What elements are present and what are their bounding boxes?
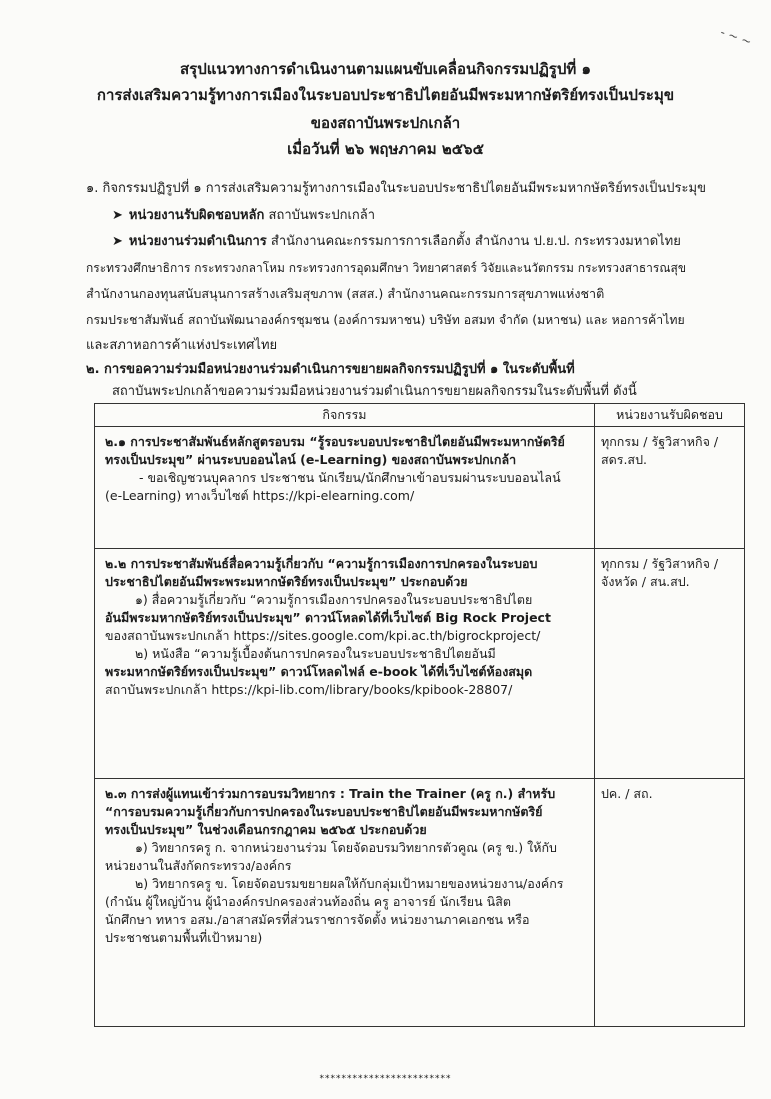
table-header-row — [95, 404, 745, 427]
title-line-4: เมื่อวันที่ ๒๖ พฤษภาคม ๒๕๖๕ — [287, 140, 484, 158]
row1-line2: ทรงเป็นประมุข” ผ่านระบบออนไลน์ (e-Learning) ของสถาบันพระปกเกล้า — [105, 452, 517, 467]
lead-agency-line — [112, 207, 375, 225]
row2-line4: อันมีพระมหากษัตริย์ทรงเป็นประมุข” ดาวน์โหลดได้ที่เว็บไซต์ Big Rock Project — [105, 610, 551, 625]
row3-line6: ๒) วิทยากรครู ข. โดยจัดอบรมขยายผลให้กับกลุ่มเป้าหมายของหน่วยงาน/องค์กร — [135, 876, 564, 891]
table-row — [95, 427, 745, 549]
lead-agency-value: สถาบันพระปกเกล้า — [268, 208, 376, 223]
title-line-1: สรุปแนวทางการดำเนินงานตามแผนขับเคลื่อนกิจกรรมปฏิรูปที่ ๑ — [180, 60, 591, 78]
row2-resp1: ทุกกรม / รัฐวิสาหกิจ / — [601, 556, 719, 571]
co-agency-list-1: สำนักงานคณะกรรมการการเลือกตั้ง สำนักงาน ป.ย.ป. กระทรวงมหาดไทย — [270, 234, 681, 249]
co-agency-line — [112, 233, 681, 251]
row2-line2: ประชาธิปไตยอันมีพระพระมหากษัตริย์ทรงเป็นประมุข” ประกอบด้วย — [105, 574, 468, 589]
title-line-3: ของสถาบันพระปกเกล้า — [310, 114, 461, 132]
row1-line4: (e-Learning) ทางเว็บไซต์ https://kpi-elearning.com/ — [105, 488, 415, 503]
row2-line5: ของสถาบันพระปกเกล้า https://sites.google.com/kpi.ac.th/bigrockproject/ — [105, 628, 541, 643]
row1-resp1: ทุกกรม / รัฐวิสาหกิจ / — [601, 434, 719, 449]
row3-line7: (กำนัน ผู้ใหญ่บ้าน ผู้นำองค์กรปกครองส่วนท้องถิ่น ครู อาจารย์ นักเรียน นิสิต — [105, 894, 511, 909]
row1-line3: - ขอเชิญชวนบุคลากร ประชาชน นักเรียน/นักศึกษาเข้าอบรมผ่านระบบออนไลน์ — [139, 470, 561, 485]
co-agency-list-5: และสภาหอการค้าแห่งประเทศไทย — [86, 338, 278, 353]
row3-resp1: ปค. / สถ. — [601, 786, 653, 801]
table-row — [95, 549, 745, 779]
table-row — [95, 779, 745, 1027]
row3-line8: นักศึกษา ทหาร อสม./อาสาสมัครที่ส่วนราชการจัดตั้ง หน่วยงานภาคเอกชน หรือ — [105, 912, 530, 927]
row1-resp2: สดร.สป. — [601, 452, 647, 467]
row2-line7: พระมหากษัตริย์ทรงเป็นประมุข” ดาวน์โหลดไฟล์ e-book ได้ที่เว็บไซต์ห้องสมุด — [105, 664, 533, 679]
activity-table — [94, 403, 745, 1027]
row2-line6: ๒) หนังสือ “ความรู้เบื้องต้นการปกครองในระบอบประชาธิปไตยอันมี — [135, 646, 496, 661]
row2-line1: ๒.๒ การประชาสัมพันธ์สื่อความรู้เกี่ยวกับ “ความรู้การเมืองการปกครองในระบอบ — [105, 556, 538, 571]
row3-line2: “การอบรมความรู้เกี่ยวกับการปกครองในระบอบประชาธิปไตยอันมีพระมหากษัตริย์ — [105, 804, 543, 819]
scan-mark: - ~ ~ — [718, 24, 754, 50]
section2-heading: ๒. การขอความร่วมมือหน่วยงานร่วมดำเนินการขยายผลกิจกรรมปฏิรูปที่ ๑ ในระดับพื้นที่ — [86, 362, 575, 377]
col-resp-header: หน่วยงานรับผิดชอบ — [595, 404, 745, 427]
row3-line3: ทรงเป็นประมุข” ในช่วงเดือนกรกฎาคม ๒๕๖๕ ประกอบด้วย — [105, 822, 427, 837]
lead-agency-label: หน่วยงานรับผิดชอบหลัก — [128, 208, 265, 223]
row2-line8: สถาบันพระปกเกล้า https://kpi-lib.com/library/books/kpibook-28807/ — [105, 682, 513, 697]
section2-intro: สถาบันพระปกเกล้าขอความร่วมมือหน่วยงานร่วมดำเนินการขยายผลกิจกรรมในระดับพื้นที่ ดังนี้ — [112, 384, 637, 399]
co-agency-list-3: สำนักงานกองทุนสนับสนุนการสร้างเสริมสุขภาพ (สสส.) สำนักงานคณะกรรมการสุขภาพแห่งชาติ — [86, 286, 605, 301]
co-agency-label: หน่วยงานร่วมดำเนินการ — [128, 234, 267, 249]
row2-resp2: จังหวัด / สน.สป. — [601, 574, 690, 589]
row1-line1: ๒.๑ การประชาสัมพันธ์หลักสูตรอบรม “รู้รอบระบอบประชาธิปไตยอันมีพระมหากษัตริย์ — [105, 434, 565, 449]
co-agency-list-4: กรมประชาสัมพันธ์ สถาบันพัฒนาองค์กรชุมชน (องค์การมหาชน) บริษัท อสมท จำกัด (มหาชน) และ หอการค้าไทย — [86, 313, 685, 327]
row3-line1: ๒.๓ การส่งผู้แทนเข้าร่วมการอบรมวิทยากร : Train the Trainer (ครู ก.) สำหรับ — [105, 786, 556, 801]
row3-line5: หน่วยงานในสังกัดกระทรวง/องค์กร — [105, 858, 292, 873]
row3-line4: ๑) วิทยากรครู ก. จากหน่วยงานร่วม โดยจัดอบรมวิทยากรตัวคูณ (ครู ข.) ให้กับ — [135, 840, 557, 855]
title-line-2: การส่งเสริมความรู้ทางการเมืองในระบอบประชาธิปไตยอันมีพระมหากษัตริย์ทรงเป็นประมุข — [96, 86, 675, 104]
co-agency-list-2: กระทรวงศึกษาธิการ กระทรวงกลาโหม กระทรวงการอุดมศึกษา วิทยาศาสตร์ วิจัยและนวัตกรรม กระทรวงสาธารณสุข — [86, 261, 687, 275]
section1-heading: ๑. กิจกรรมปฏิรูปที่ ๑ การส่งเสริมความรู้ทางการเมืองในระบอบประชาธิปไตยอันมีพระมหากษัตริย์ทรงเป็นประมุข — [86, 181, 706, 196]
col-activity-header: กิจกรรม — [95, 404, 595, 427]
arrow-bullet-icon: ➤ — [112, 208, 123, 223]
row2-line3: ๑) สื่อความรู้เกี่ยวกับ “ความรู้การเมืองการปกครองในระบอบประชาธิปไตย — [135, 592, 533, 607]
arrow-bullet-icon: ➤ — [112, 234, 123, 249]
footer-stars: ************************ — [319, 1074, 452, 1084]
row3-line9: ประชาชนตามพื้นที่เป้าหมาย) — [105, 930, 263, 945]
